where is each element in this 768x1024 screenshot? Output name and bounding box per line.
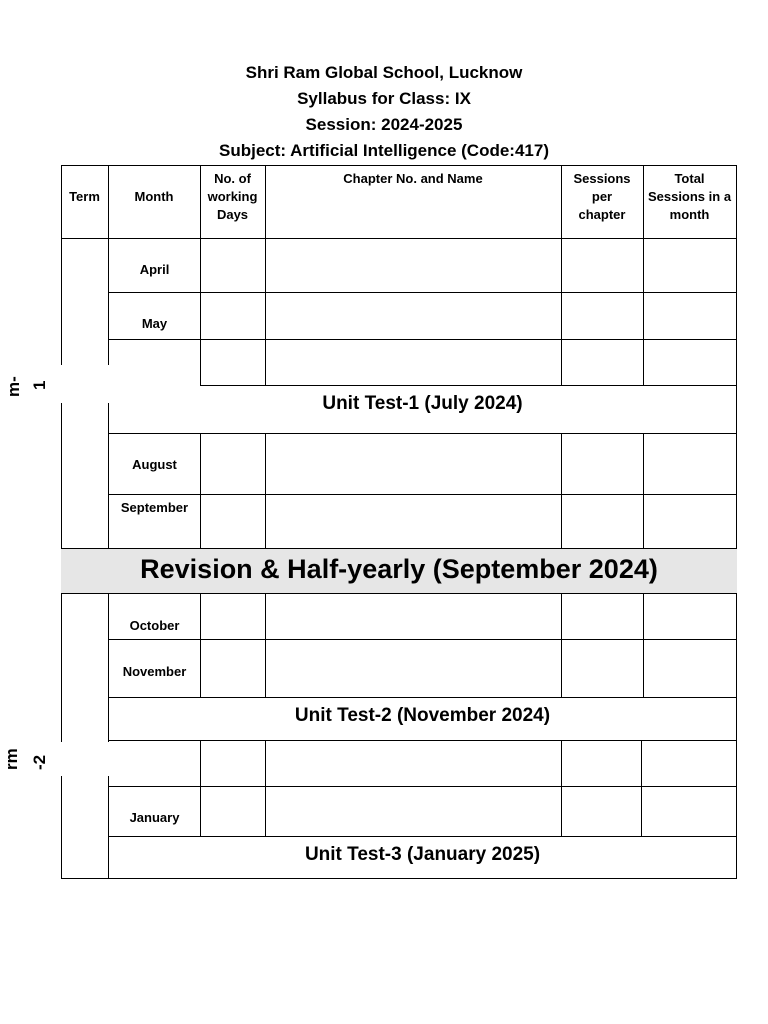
session: Session: 2024-2025 <box>305 115 463 134</box>
col-term: Term <box>69 189 100 204</box>
term-2-label: rm <box>2 748 21 770</box>
month-january: January <box>129 810 180 825</box>
month-november: November <box>122 664 187 679</box>
col-chapter: Chapter No. and Name <box>343 171 483 186</box>
term-1-number: 1 <box>30 380 49 390</box>
unit-test-1: Unit Test-1 (July 2024) <box>322 393 523 414</box>
col-month: Month <box>134 189 174 204</box>
subject: Subject: Artificial Intelligence (Code:417) <box>219 141 549 160</box>
term-1-label: m- <box>4 376 23 397</box>
revision-halfyearly: Revision & Half-yearly (September 2024) <box>140 554 658 584</box>
month-october: October <box>129 618 180 633</box>
school-name: Shri Ram Global School, Lucknow <box>245 63 523 82</box>
month-september: September <box>120 500 189 515</box>
month-august: August <box>132 457 177 472</box>
unit-test-2: Unit Test-2 (November 2024) <box>294 705 551 726</box>
unit-test-3: Unit Test-3 (January 2025) <box>304 844 541 865</box>
term-2-number: -2 <box>30 754 49 770</box>
syllabus-class: Syllabus for Class: IX <box>297 89 471 108</box>
month-may: May <box>141 316 168 331</box>
month-april: April <box>139 262 170 277</box>
